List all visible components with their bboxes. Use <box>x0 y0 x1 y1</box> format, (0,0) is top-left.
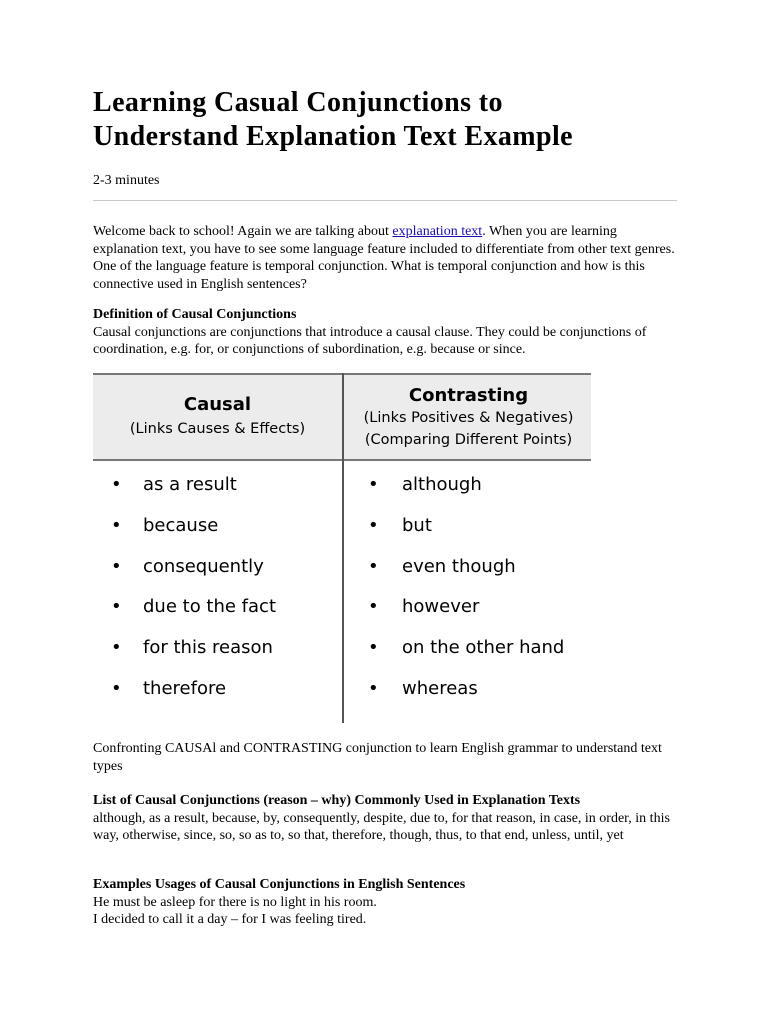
list-heading: List of Causal Conjunctions (reason – why) Commonly Used in Explanation Texts <box>93 793 581 808</box>
causal-title: Causal <box>183 394 252 415</box>
causal-subtitle: (Links Causes & Effects) <box>129 421 306 437</box>
title-line-1: Learning Casual Conjunctions to <box>93 87 503 118</box>
explanation-text-link[interactable]: explanation text <box>392 224 483 239</box>
bullet-icon: • <box>111 474 122 495</box>
bullet-icon: • <box>111 555 122 577</box>
examples-heading: Examples Usages of Causal Conjunctions in English Sentences <box>93 877 466 892</box>
list-item: • whereas <box>368 677 478 699</box>
title-line-2: Understand Explanation Text Example <box>93 121 573 152</box>
example-sentence-2: I decided to call it a day – for I was feeling tired. <box>93 912 367 928</box>
intro-text-after: . When you are learning explanation text, you have to see some language feature included to differentiate from other text genres. One of the language feature is temporal conjunction. What is temporal conjunction and how is this connective used in English sentences? <box>93 224 675 292</box>
contrasting-title: Contrasting <box>408 385 529 406</box>
list-item: • but <box>368 514 432 536</box>
list-item: • although <box>368 474 482 495</box>
list-item: • as a result <box>111 474 237 495</box>
contrasting-subtitle-2: (Comparing Different Points) <box>364 432 573 448</box>
bullet-icon: • <box>111 677 122 699</box>
causal-list <box>93 473 342 718</box>
bullet-icon: • <box>368 555 379 577</box>
contrasting-subtitle-1: (Links Positives & Negatives) <box>363 410 574 426</box>
bullet-icon: • <box>111 637 122 659</box>
bullet-icon: • <box>368 677 379 699</box>
page-title <box>93 86 693 154</box>
list-item: • however <box>368 596 480 618</box>
list-section <box>93 792 683 845</box>
examples-section <box>93 876 683 929</box>
read-time: 2-3 minutes <box>93 173 160 188</box>
contrasting-list <box>344 473 593 718</box>
intro-paragraph <box>93 223 683 293</box>
list-item: • due to the fact <box>111 596 277 618</box>
conjunction-table-image <box>93 373 591 723</box>
definition-section <box>93 306 683 359</box>
list-item: • on the other hand <box>368 637 565 659</box>
definition-heading: Definition of Causal Conjunctions <box>93 307 297 322</box>
list-item: • consequently <box>111 555 264 577</box>
list-item: • therefore <box>111 677 227 699</box>
list-text: although, as a result, because, by, consequently, despite, due to, for that reason, in case, in order, in this way, otherwise, since, so, so as to, so that, therefore, though, thus, to that end, unless, until, yet <box>93 810 670 844</box>
bullet-icon: • <box>111 514 122 536</box>
intro-text-before: Welcome back to school! Again we are talking about <box>93 224 393 239</box>
bullet-icon: • <box>368 514 379 536</box>
bullet-icon: • <box>111 596 122 618</box>
bullet-icon: • <box>368 596 379 618</box>
bullet-icon: • <box>368 474 379 495</box>
list-item: • for this reason <box>111 637 273 659</box>
definition-text: Causal conjunctions are conjunctions that introduce a causal clause. They could be conjunctions of coordination, e.g. for, or conjunctions of subordination, e.g. because or since. <box>93 324 647 358</box>
bullet-icon: • <box>368 637 379 659</box>
example-sentence-1: He must be asleep for there is no light in his room. <box>93 894 377 910</box>
list-item: • even though <box>368 555 516 577</box>
list-item: • because <box>111 514 219 536</box>
table-caption: Confronting CAUSAl and CONTRASTING conjunction to learn English grammar to understand text types <box>93 741 662 774</box>
divider <box>93 200 677 201</box>
